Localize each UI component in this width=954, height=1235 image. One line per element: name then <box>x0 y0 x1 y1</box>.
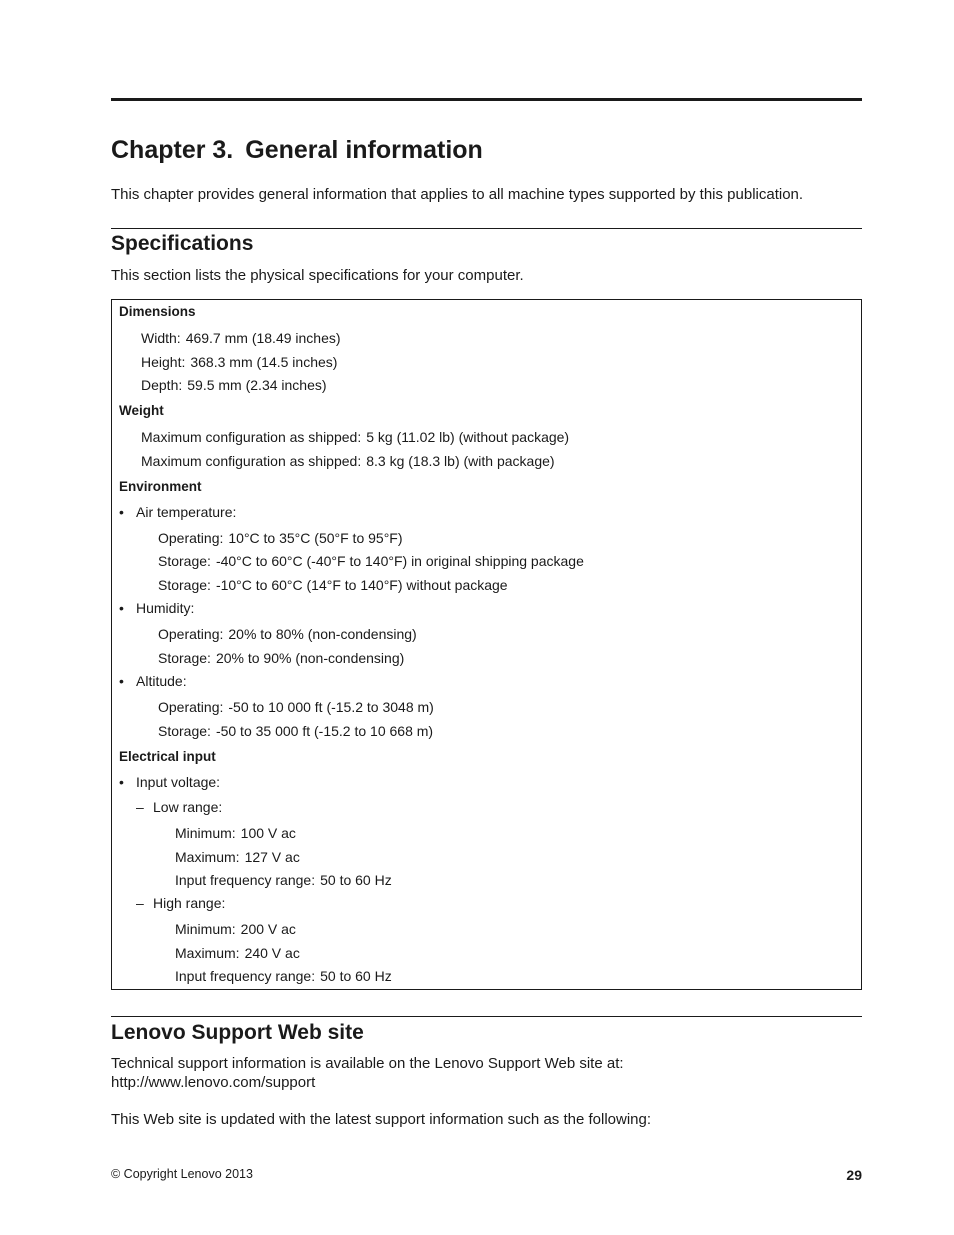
section-rule-support <box>111 1016 862 1017</box>
air-storage-unpackaged: Storage: -10°C to 60°C (14°F to 140°F) without package <box>158 577 508 593</box>
bullet-icon: • <box>119 600 124 616</box>
document-page <box>111 0 862 1235</box>
dash-icon: – <box>136 799 144 815</box>
high-range-minimum: Minimum: 200 V ac <box>175 921 296 937</box>
air-operating: Operating: 10°C to 35°C (50°F to 95°F) <box>158 530 403 546</box>
bullet-icon: • <box>119 673 124 689</box>
high-range-label: High range: <box>153 895 226 911</box>
heading-electrical-input: Electrical input <box>119 749 216 764</box>
air-storage-packaged: Storage: -40°C to 60°C (-40°F to 140°F) in original shipping package <box>158 553 584 569</box>
support-intro: Technical support information is available on the Lenovo Support Web site at: <box>111 1055 624 1072</box>
bullet-icon: • <box>119 774 124 790</box>
humidity-label: Humidity: <box>136 600 195 616</box>
low-range-minimum: Minimum: 100 V ac <box>175 825 296 841</box>
chapter-number: Chapter 3. <box>111 136 234 164</box>
heading-dimensions: Dimensions <box>119 304 196 319</box>
dash-icon: – <box>136 895 144 911</box>
altitude-operating: Operating: -50 to 10 000 ft (-15.2 to 3048 m) <box>158 699 434 715</box>
altitude-label: Altitude: <box>136 673 187 689</box>
section-title-specifications: Specifications <box>111 232 254 255</box>
humidity-operating: Operating: 20% to 80% (non-condensing) <box>158 626 417 642</box>
specifications-table <box>111 299 862 990</box>
low-range-label: Low range: <box>153 799 223 815</box>
page-number: 29 <box>846 1167 862 1183</box>
dimension-depth: Depth: 59.5 mm (2.34 inches) <box>141 377 327 393</box>
low-range-frequency: Input frequency range: 50 to 60 Hz <box>175 872 392 888</box>
chapter-name: General information <box>245 136 483 164</box>
dimension-height: Height: 368.3 mm (14.5 inches) <box>141 354 338 370</box>
specifications-intro: This section lists the physical specifications for your computer. <box>111 267 524 284</box>
heading-environment: Environment <box>119 479 202 494</box>
support-updates-text: This Web site is updated with the latest support information such as the following: <box>111 1111 652 1128</box>
footer-copyright: © Copyright Lenovo 2013 <box>111 1167 253 1181</box>
low-range-maximum: Maximum: 127 V ac <box>175 849 300 865</box>
weight-max-without-package: Maximum configuration as shipped: 5 kg (11.02 lb) (without package) <box>141 429 570 445</box>
section-rule-specifications <box>111 228 862 229</box>
altitude-storage: Storage: -50 to 35 000 ft (-15.2 to 10 668 m) <box>158 723 434 739</box>
chapter-intro: This chapter provides general information that applies to all machine types supported by this publication. <box>111 186 804 203</box>
chapter-title <box>111 134 483 166</box>
humidity-storage: Storage: 20% to 90% (non-condensing) <box>158 650 405 666</box>
air-temperature-label: Air temperature: <box>136 504 237 520</box>
high-range-frequency: Input frequency range: 50 to 60 Hz <box>175 968 392 984</box>
bullet-icon: • <box>119 504 124 520</box>
input-voltage-label: Input voltage: <box>136 774 221 790</box>
high-range-maximum: Maximum: 240 V ac <box>175 945 300 961</box>
chapter-rule <box>111 98 862 101</box>
section-title-support: Lenovo Support Web site <box>111 1021 364 1044</box>
dimension-width: Width: 469.7 mm (18.49 inches) <box>141 330 341 346</box>
weight-max-with-package: Maximum configuration as shipped: 8.3 kg (18.3 lb) (with package) <box>141 453 555 469</box>
support-url-link[interactable]: http://www.lenovo.com/support <box>111 1074 316 1091</box>
heading-weight: Weight <box>119 403 164 418</box>
